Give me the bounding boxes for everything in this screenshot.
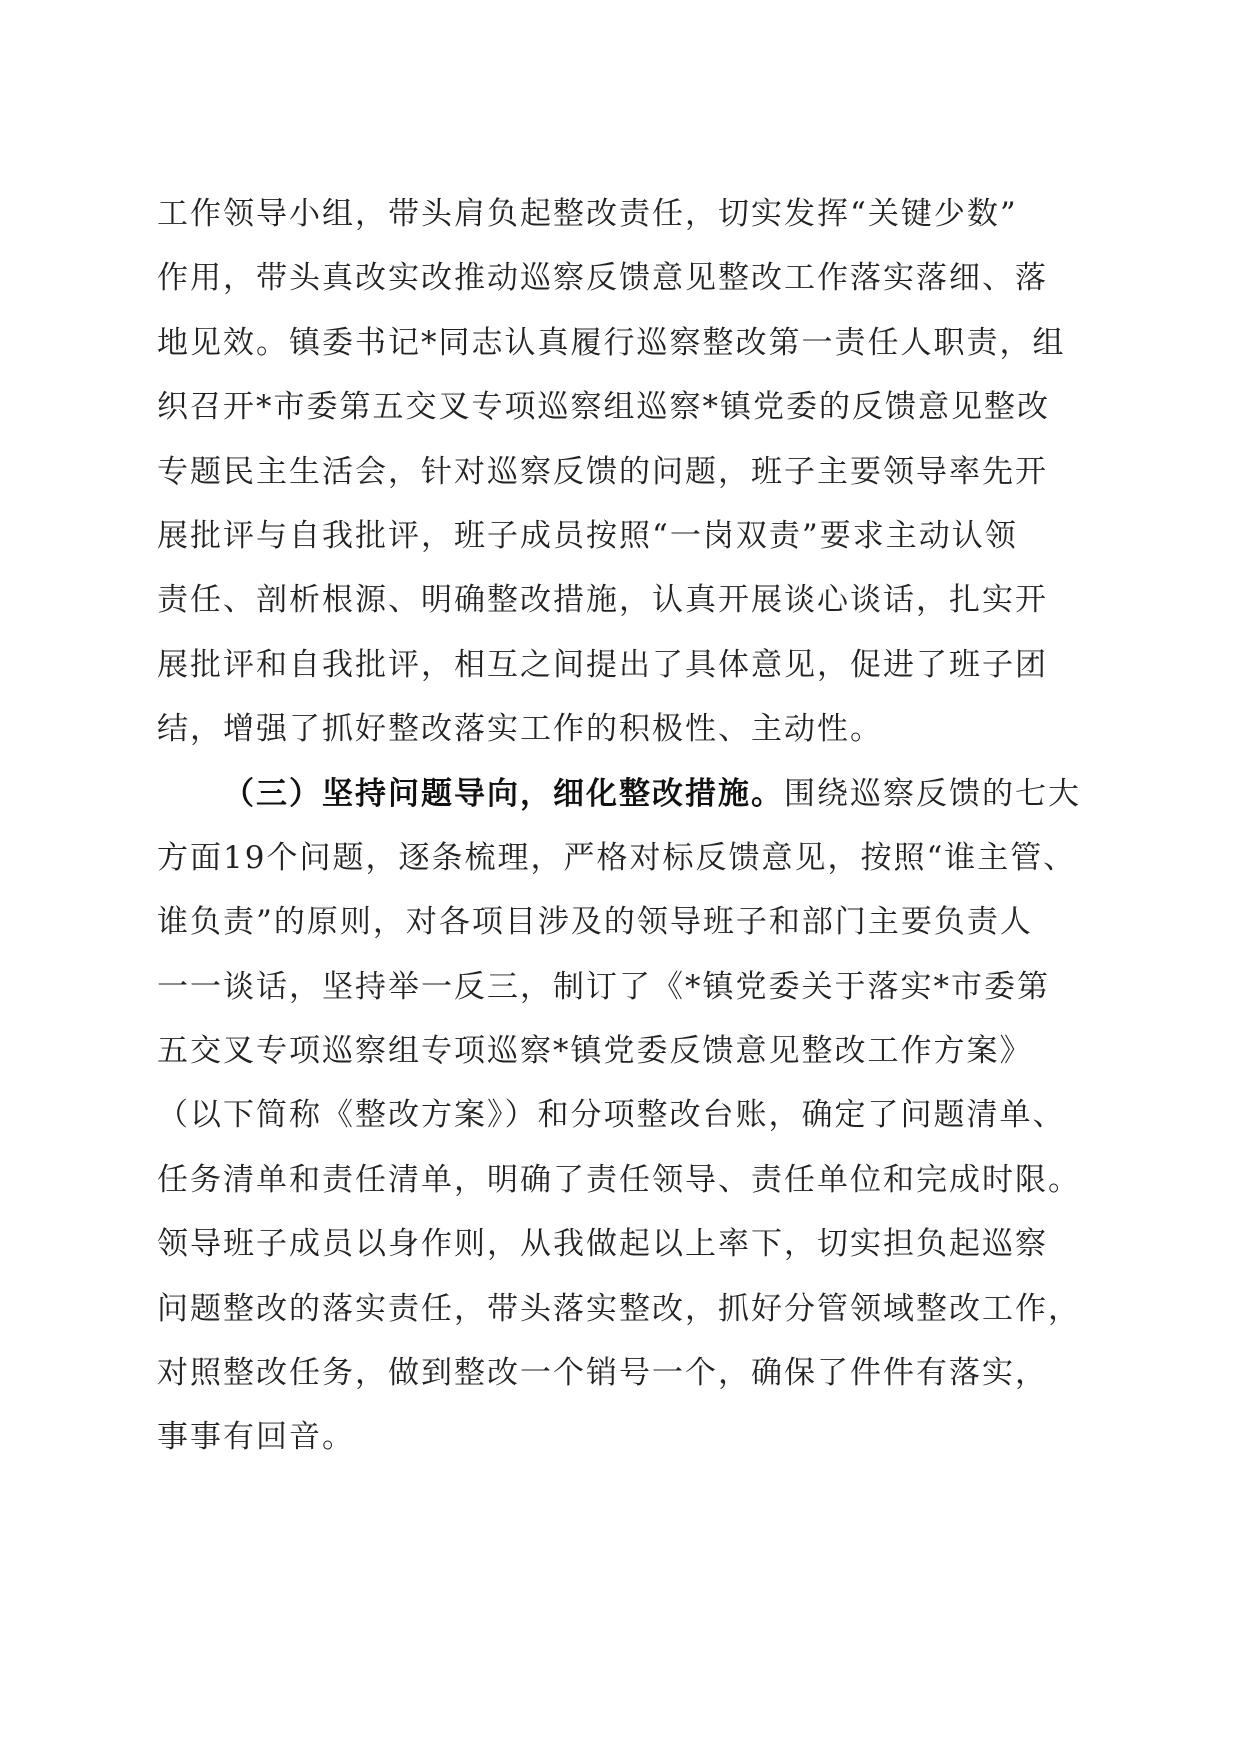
paragraph-1-line: 结，增强了抓好整改落实工作的积极性、主动性。 bbox=[157, 711, 883, 748]
paragraph-2-line: 领导班子成员以身作则，从我做起以上率下，切实担负起巡察 bbox=[157, 1226, 1048, 1263]
paragraph-1-line: 展批评和自我批评，相互之间提出了具体意见，促进了班子团 bbox=[157, 646, 1048, 683]
paragraph-2-first-line-text: 围绕巡察反馈的七大 bbox=[784, 775, 1081, 812]
paragraph-2-first-line bbox=[157, 762, 1087, 826]
paragraph-2-line: （以下简称《整改方案》）和分项整改台账，确定了问题清单、 bbox=[157, 1097, 1066, 1134]
paragraph-1-line: 工作领导小组，带头肩负起整改责任，切实发挥“关键少数” bbox=[157, 196, 1018, 232]
paragraph-1-line: 专题民主生活会，针对巡察反馈的问题，班子主要领导率先开 bbox=[157, 453, 1048, 490]
paragraph-2-line: 问题整改的落实责任，带头落实整改，抓好分管领域整改工作， bbox=[157, 1290, 1081, 1327]
body-text bbox=[157, 182, 1087, 1470]
paragraph-2-line: 任务清单和责任清单，明确了责任领导、责任单位和完成时限。 bbox=[157, 1161, 1081, 1198]
paragraph-1-line: 展批评与自我批评，班子成员按照“一岗双责”要求主动认领 bbox=[157, 517, 1018, 554]
paragraph-2-line: 方面19个问题，逐条梳理，严格对标反馈意见，按照“谁主管、 bbox=[157, 839, 1077, 876]
paragraph-2-line: 对照整改任务，做到整改一个销号一个，确保了件件有落实， bbox=[157, 1355, 1048, 1392]
paragraph-2-line: 事事有回音。 bbox=[157, 1419, 355, 1456]
paragraph-1-line: 作用，带头真改实改推动巡察反馈意见整改工作落实落细、落 bbox=[157, 260, 1048, 297]
paragraph-2-line: 一一谈话，坚持举一反三，制订了《*镇党委关于落实*市委第 bbox=[157, 968, 1050, 1005]
paragraph-2-line: 谁负责”的原则，对各项目涉及的领导班子和部门主要负责人 bbox=[157, 904, 1033, 941]
paragraph-2-line: 五交叉专项巡察组专项巡察*镇党委反馈意见整改工作方案》 bbox=[157, 1033, 1033, 1070]
paragraph-1-line: 地见效。镇委书记*同志认真履行巡察整改第一责任人职责，组 bbox=[157, 324, 1066, 361]
paragraph-1-line: 织召开*市委第五交叉专项巡察组巡察*镇党委的反馈意见整改 bbox=[157, 389, 1050, 426]
section-heading: （三）坚持问题导向，细化整改措施。 bbox=[223, 775, 784, 812]
paragraph-1-line: 责任、剖析根源、明确整改措施，认真开展谈心谈话，扎实开 bbox=[157, 582, 1048, 619]
